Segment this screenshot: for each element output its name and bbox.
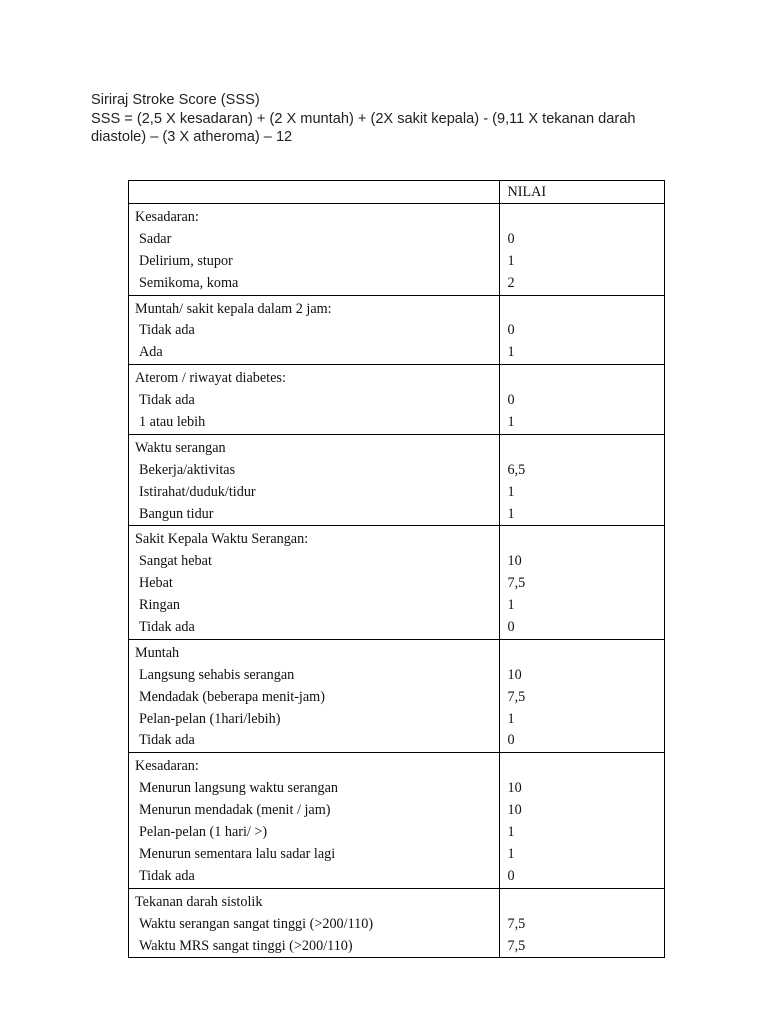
criterion-title: Muntah bbox=[135, 644, 180, 661]
nilai-spacer bbox=[507, 529, 664, 551]
column-header-label bbox=[129, 181, 500, 204]
criterion-option-label: Mendadak (beberapa menit-jam) bbox=[139, 688, 325, 705]
criterion-title: Kesadaran: bbox=[135, 758, 199, 775]
nilai-value: 7,5 bbox=[507, 937, 526, 954]
nilai-value: 7,5 bbox=[507, 915, 526, 932]
criterion-option-label: Ringan bbox=[139, 597, 180, 614]
nilai-cell bbox=[500, 888, 665, 958]
criterion-option-label: Tidak ada bbox=[139, 392, 195, 409]
table-row bbox=[129, 365, 665, 435]
nilai-spacer bbox=[507, 438, 664, 460]
table-row bbox=[129, 753, 665, 888]
criterion-option-label: Tidak ada bbox=[139, 732, 195, 749]
table-row bbox=[129, 295, 665, 365]
nilai-spacer bbox=[507, 756, 664, 778]
criterion-option-label: Semikoma, koma bbox=[139, 274, 239, 291]
criterion-cell bbox=[129, 753, 500, 888]
criterion-option-label: Waktu MRS sangat tinggi (>200/110) bbox=[139, 937, 353, 954]
document-title: Siriraj Stroke Score (SSS) bbox=[91, 92, 260, 108]
criterion-option-label: Waktu serangan sangat tinggi (>200/110) bbox=[139, 915, 374, 932]
nilai-spacer bbox=[507, 299, 664, 321]
criterion-cell bbox=[129, 204, 500, 296]
score-table bbox=[128, 180, 665, 958]
nilai-value: 0 bbox=[507, 230, 515, 247]
nilai-value: 1 bbox=[507, 414, 515, 431]
criterion-cell bbox=[129, 888, 500, 958]
criterion-option-label: Sadar bbox=[139, 230, 172, 247]
nilai-cell bbox=[500, 365, 665, 435]
table-row bbox=[129, 888, 665, 958]
criterion-title: Waktu serangan bbox=[135, 439, 226, 456]
criterion-option-label: Sangat hebat bbox=[139, 553, 212, 570]
nilai-cell bbox=[500, 295, 665, 365]
criterion-option-label: Ada bbox=[139, 344, 163, 361]
nilai-spacer bbox=[507, 207, 664, 229]
criterion-option-label: Bangun tidur bbox=[139, 505, 214, 522]
nilai-value: 0 bbox=[507, 392, 515, 409]
criterion-option-label: Tidak ada bbox=[139, 619, 195, 636]
criterion-title: Tekanan darah sistolik bbox=[135, 893, 263, 910]
nilai-cell bbox=[500, 526, 665, 639]
criterion-title: Aterom / riwayat diabetes: bbox=[135, 370, 286, 387]
nilai-spacer bbox=[507, 368, 664, 390]
nilai-value: 1 bbox=[507, 252, 515, 269]
nilai-value: 10 bbox=[507, 666, 522, 683]
formula-line-1: SSS = (2,5 X kesadaran) + (2 X muntah) + (2X sakit kepala) - (9,11 X tekanan darah bbox=[91, 110, 636, 127]
nilai-value: 10 bbox=[507, 553, 522, 570]
criterion-option-label: Hebat bbox=[139, 575, 173, 592]
nilai-value: 1 bbox=[507, 824, 515, 841]
nilai-value: 1 bbox=[507, 597, 515, 614]
table-row bbox=[129, 639, 665, 752]
criterion-title: Muntah/ sakit kepala dalam 2 jam: bbox=[135, 300, 332, 317]
nilai-value: 0 bbox=[507, 867, 515, 884]
nilai-cell bbox=[500, 753, 665, 888]
criterion-option-label: Bekerja/aktivitas bbox=[139, 461, 236, 478]
nilai-cell bbox=[500, 204, 665, 296]
criterion-option-label: Tidak ada bbox=[139, 867, 195, 884]
criterion-cell bbox=[129, 365, 500, 435]
criterion-option-label: Menurun mendadak (menit / jam) bbox=[139, 802, 331, 819]
nilai-value: 0 bbox=[507, 619, 515, 636]
criterion-title: Kesadaran: bbox=[135, 209, 199, 225]
criterion-option-label: 1 atau lebih bbox=[139, 414, 206, 431]
document-header bbox=[91, 91, 691, 147]
table-body bbox=[129, 204, 665, 958]
nilai-value: 7,5 bbox=[507, 688, 526, 705]
nilai-value: 1 bbox=[507, 845, 515, 862]
nilai-value: 7,5 bbox=[507, 575, 526, 592]
nilai-cell bbox=[500, 639, 665, 752]
criterion-option-label: Pelan-pelan (1 hari/ >) bbox=[139, 824, 268, 841]
nilai-spacer bbox=[507, 643, 664, 665]
nilai-value: 1 bbox=[507, 710, 515, 727]
criterion-option-label: Langsung sehabis serangan bbox=[139, 666, 295, 683]
criterion-cell bbox=[129, 639, 500, 752]
nilai-value: 6,5 bbox=[507, 461, 526, 478]
table-row bbox=[129, 204, 665, 296]
criterion-option-label: Istirahat/duduk/tidur bbox=[139, 483, 256, 500]
nilai-value: 1 bbox=[507, 505, 515, 522]
nilai-value: 10 bbox=[507, 802, 522, 819]
criterion-option-label: Pelan-pelan (1hari/lebih) bbox=[139, 710, 281, 727]
formula-line-2: diastole) – (3 X atheroma) – 12 bbox=[91, 129, 293, 145]
criterion-option-label: Delirium, stupor bbox=[139, 252, 233, 269]
criterion-cell bbox=[129, 295, 500, 365]
column-header-nilai: NILAI bbox=[500, 181, 665, 204]
criterion-cell bbox=[129, 526, 500, 639]
criterion-cell bbox=[129, 434, 500, 526]
table-row bbox=[129, 526, 665, 639]
table-header-row bbox=[129, 181, 665, 204]
criterion-option-label: Menurun langsung waktu serangan bbox=[139, 780, 338, 797]
nilai-value: 1 bbox=[507, 344, 515, 361]
nilai-value: 0 bbox=[507, 732, 515, 749]
nilai-value: 2 bbox=[507, 274, 515, 291]
criterion-option-label: Tidak ada bbox=[139, 322, 195, 339]
nilai-value: 10 bbox=[507, 780, 522, 797]
nilai-cell bbox=[500, 434, 665, 526]
criterion-option-label: Menurun sementara lalu sadar lagi bbox=[139, 845, 336, 862]
nilai-value: 1 bbox=[507, 483, 515, 500]
nilai-value: 0 bbox=[507, 322, 515, 339]
nilai-spacer bbox=[507, 892, 664, 914]
criterion-title: Sakit Kepala Waktu Serangan: bbox=[135, 531, 309, 548]
table-row bbox=[129, 434, 665, 526]
